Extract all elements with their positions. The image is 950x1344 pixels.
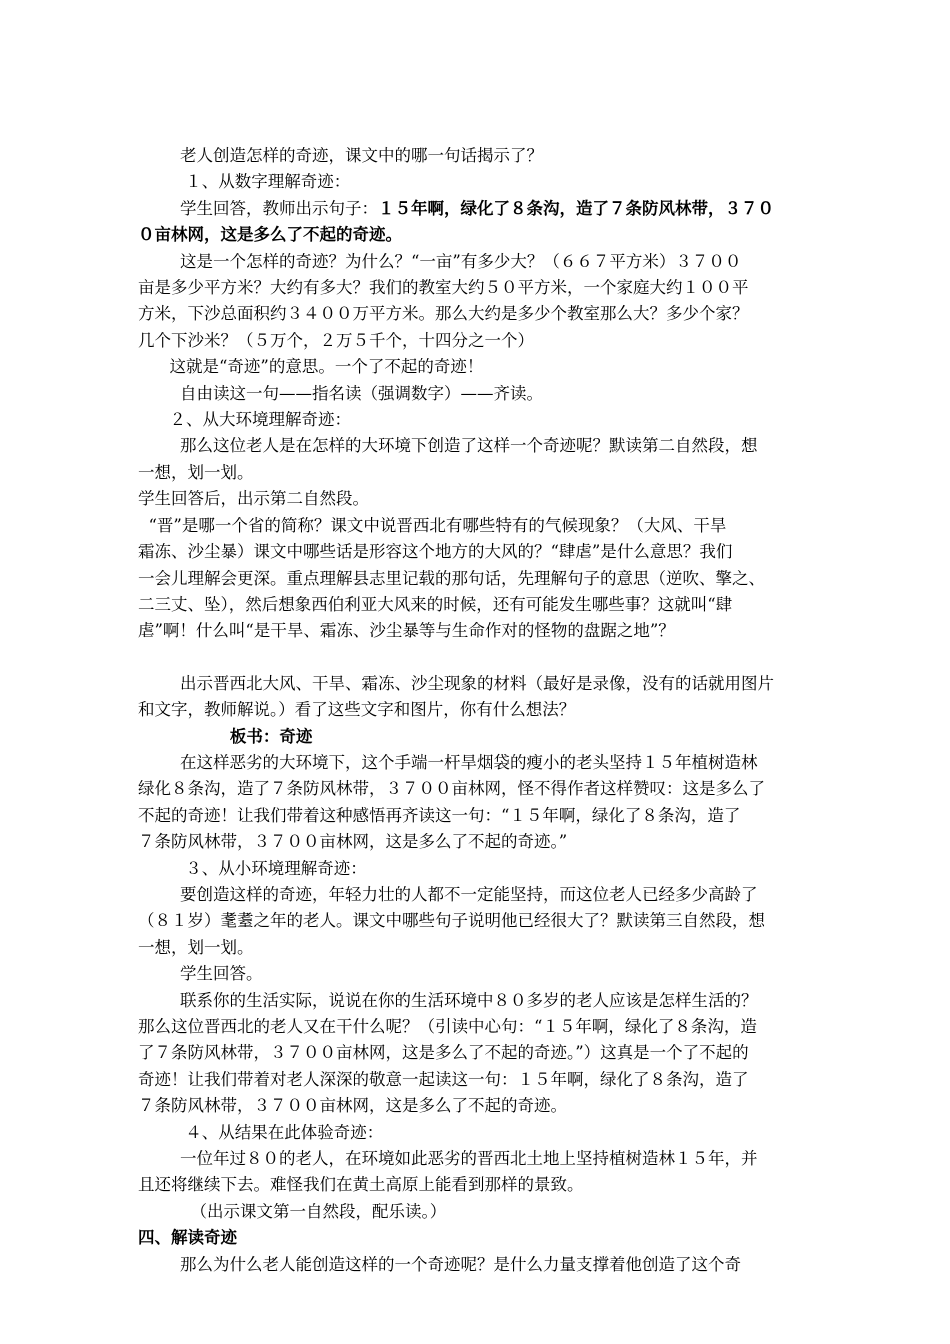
text-line: [138, 143, 838, 169]
line-text: 方米，下沙总面积约３４００万平方米。那么大约是多少个教室那么大？多少个家？: [138, 304, 749, 324]
line-text: ４、从结果在此体验奇迹：: [138, 1122, 384, 1142]
text-line: [138, 908, 838, 934]
text-line: [138, 856, 838, 882]
text-line: [138, 776, 838, 802]
line-text: 学生回答后，出示第二自然段。: [138, 489, 369, 509]
text-line: [138, 829, 838, 855]
text-line: [138, 460, 838, 486]
line-text: （出示课文第一自然段，配乐读。）: [138, 1201, 447, 1221]
line-text: 要创造这样的奇迹，年轻力壮的人都不一定能坚持，而这位老人已经多少高龄了: [138, 884, 758, 904]
line-text: 不起的奇迹！让我们带着这种感悟再齐读这一句：“１５年啊，绿化了８条沟，造了: [138, 805, 741, 825]
line-text: 自由读这一句——指名读（强调数字）——齐读。: [138, 383, 543, 403]
text-line: [138, 328, 838, 354]
blank-line: [138, 645, 838, 671]
line-text: 一想，划一划。: [138, 462, 254, 482]
text-line: [138, 592, 838, 618]
line-text: 学生回答，教师出示句子：: [138, 198, 378, 218]
line-text: 在这样恶劣的大环境下，这个手端一杆旱烟袋的瘦小的老头坚持１５年植树造林: [138, 752, 758, 772]
text-line: [138, 961, 838, 987]
text-line: [138, 618, 838, 644]
text-line: [138, 275, 838, 301]
text-line: [138, 1093, 838, 1119]
line-text: 出示晋西北大风、干旱、霜冻、沙尘现象的材料（最好是录像，没有的话就用图片: [138, 673, 774, 693]
text-line: [138, 1040, 838, 1066]
text-line: [138, 169, 838, 195]
line-text: 那么这位老人是在怎样的大环境下创造了这样一个奇迹呢？默读第二自然段，想: [138, 436, 758, 456]
text-line: [138, 566, 838, 592]
line-text: ３、从小环境理解奇迹：: [138, 858, 367, 878]
text-line: [138, 381, 838, 407]
line-text: 虐”啊！什么叫“是干旱、霜冻、沙尘暴等与生命作对的怪物的盘踞之地”？: [138, 621, 675, 641]
line-text: １、从数字理解奇迹：: [138, 172, 351, 192]
line-text: 那么这位晋西北的老人又在干什么呢？（引读中心句：“１５年啊，绿化了８条沟，造: [138, 1017, 757, 1036]
text-line: [138, 803, 838, 829]
text-line: [138, 1067, 838, 1093]
bold-text: ０亩林网，这是多么了不起的奇迹。: [138, 225, 402, 245]
bold-text: １５年啊，绿化了８条沟，造了７条防风林带，３７０: [377, 198, 774, 218]
text-line: [138, 1199, 838, 1225]
text-line: [138, 750, 838, 776]
line-text: “晋”是哪一个省的简称？课文中说晋西北有哪些特有的气候现象？（大风、干旱: [138, 515, 727, 535]
line-text: 那么为什么老人能创造这样的一个奇迹呢？是什么力量支撑着他创造了这个奇: [138, 1254, 741, 1274]
text-line: [138, 407, 838, 433]
text-line: [138, 935, 838, 961]
text-line: [138, 1172, 838, 1198]
line-text: 亩是多少平方米？大约有多大？我们的教室大约５０平方米，一个家庭大约１００平: [138, 278, 749, 298]
text-line: [138, 988, 838, 1014]
line-text: ７条防风林带，３７００亩林网，这是多么了不起的奇迹。: [138, 1096, 567, 1116]
line-text: 一想，划一划。: [138, 937, 254, 957]
text-line: [138, 1146, 838, 1172]
text-line: [138, 354, 838, 380]
line-text: 学生回答。: [138, 964, 263, 984]
line-text: ７条防风林带，３７００亩林网，这是多么了不起的奇迹。”: [138, 832, 568, 852]
line-text: 奇迹！让我们带着对老人深深的敬意一起读这一句：１５年啊，绿化了８条沟，造了: [138, 1069, 749, 1089]
line-text: （８１岁）耄耋之年的老人。课文中哪些句子说明他已经很大了？默读第三自然段，想: [138, 911, 765, 931]
bold-text: 四、解读奇迹: [138, 1228, 237, 1248]
text-line: [138, 1252, 838, 1278]
text-line: [138, 513, 838, 539]
line-text: 了７条防风林带，３７００亩林网，这是多么了不起的奇迹。”）这真是一个了不起的: [138, 1043, 749, 1063]
line-text: 绿化８条沟，造了７条防风林带，３７００亩林网，怪不得作者这样赞叹：这是多么了: [138, 779, 765, 799]
line-text: ２、从大环境理解奇迹：: [138, 410, 351, 430]
text-line: [138, 724, 838, 750]
line-text: 二三丈、坠），然后想象西伯利亚大风来的时候，还有可能发生哪些事？这就叫“肆: [138, 594, 733, 614]
line-text: 霜冻、沙尘暴）课文中哪些话是形容这个地方的大风的？“肆虐”是什么意思？我们: [138, 542, 733, 562]
text-line: [138, 433, 838, 459]
line-text: 几个下沙米？（５万个，２万５千个，十四分之一个）: [138, 330, 534, 350]
line-text: 这就是“奇迹”的意思。一个了不起的奇迹！: [138, 357, 484, 377]
text-line: [138, 882, 838, 908]
line-text: 一会儿理解会更深。重点理解县志里记载的那句话，先理解句子的意思（逆吹、擎之、: [138, 568, 765, 588]
line-text: 且还将继续下去。难怪我们在黄土高原上能看到那样的景致。: [138, 1175, 584, 1195]
line-text: 联系你的生活实际，说说在你的生活环境中８０多岁的老人应该是怎样生活的？: [138, 990, 758, 1010]
bold-text: 板书：奇迹: [138, 726, 313, 746]
text-line: [138, 1014, 838, 1040]
text-line: [138, 196, 838, 222]
text-line: [138, 249, 838, 275]
text-line: [138, 301, 838, 327]
line-text: 一位年过８０的老人，在环境如此恶劣的晋西北土地上坚持植树造林１５年，并: [138, 1149, 758, 1169]
text-line: [138, 697, 838, 723]
text-line: [138, 1225, 838, 1251]
text-line: [138, 1120, 838, 1146]
text-line: [138, 222, 838, 248]
document-body: [138, 143, 838, 1278]
line-text: 这是一个怎样的奇迹？为什么？“一亩”有多少大？（６６７平方米）３７００: [138, 251, 742, 271]
text-line: [138, 671, 838, 697]
line-text: 和文字，教师解说。）看了这些文字和图片，你有什么想法？: [138, 700, 576, 720]
text-line: [138, 486, 838, 512]
line-text: 老人创造怎样的奇迹，课文中的哪一句话揭示了？: [138, 146, 543, 165]
text-line: [138, 539, 838, 565]
